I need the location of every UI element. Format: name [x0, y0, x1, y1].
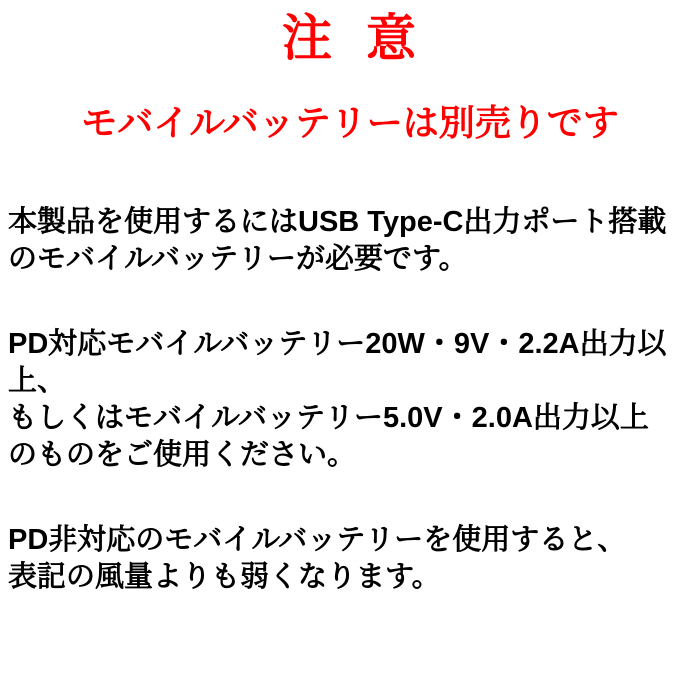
paragraph-usb-requirement	[8, 204, 696, 278]
notice-title: 注 意	[282, 10, 418, 66]
text-line: PD非対応のモバイルバッテリーを使用すると、	[8, 524, 627, 556]
paragraph-pd-spec	[8, 326, 696, 474]
text-line: のものをご使用ください。	[8, 439, 357, 471]
text-line: PD対応モバイルバッテリー20W・9V・2.2A出力以上、	[8, 328, 667, 397]
text-line: もしくはモバイルバッテリー5.0V・2.0A出力以上	[8, 402, 649, 434]
notice-body	[0, 204, 700, 596]
text-line: 本製品を使用するにはUSB Type-C出力ポート搭載	[8, 206, 667, 238]
text-line: のモバイルバッテリーが必要です。	[8, 243, 468, 275]
notice-subtitle: モバイルバッテリーは別売りです	[81, 102, 619, 143]
text-line: 表記の風量よりも弱くなります。	[8, 561, 441, 593]
paragraph-non-pd-warning	[8, 522, 696, 596]
